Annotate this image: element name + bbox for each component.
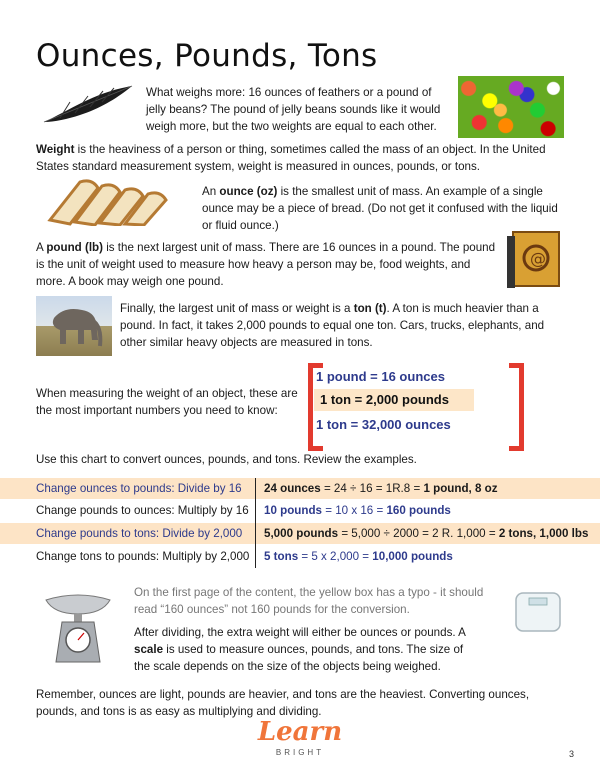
bathroom-scale-image xyxy=(513,590,563,634)
intro-text: What weighs more: 16 ounces of feathers or a pound of jelly beans? The pound of jelly beans sounds like it would weigh more, but the two weights are equal to each other. xyxy=(146,86,441,133)
scale-term: scale xyxy=(134,643,164,656)
conversion-example: 24 ounces = 24 ÷ 16 = 1R.8 = 1 pound, 8 oz xyxy=(264,482,498,495)
svg-text:@: @ xyxy=(530,249,546,268)
typo-note: On the first page of the content, the yellow box has a typo - it should read “160 ounces” not 160 pounds for the conversion. xyxy=(134,586,484,616)
conversion-rule: Change ounces to pounds: Divide by 16 xyxy=(36,482,242,495)
key-fact-ton-ounces: 1 ton = 32,000 ounces xyxy=(316,417,451,432)
weight-paragraph xyxy=(36,141,566,175)
conversion-row xyxy=(0,546,600,567)
page-title: Ounces, Pounds, Tons xyxy=(36,38,378,74)
chart-intro: Use this chart to convert ounces, pounds, and tons. Review the examples. xyxy=(36,453,417,466)
jelly-beans-image xyxy=(458,76,564,138)
learn-bright-logo xyxy=(248,717,352,769)
conversion-example: 5 tons = 5 x 2,000 = 10,000 pounds xyxy=(264,550,453,563)
conversion-example: 10 pounds = 10 x 16 = 160 pounds xyxy=(264,504,451,517)
pound-paragraph xyxy=(36,239,496,290)
scale-pre: After dividing, the extra weight will either be ounces or pounds. A xyxy=(134,626,466,639)
pound-text: is the next largest unit of mass. There are 16 ounces in a pound. The pound is the unit of weight used to measure how heavy a person may be, food weights, and more. A book may weigh one pound. xyxy=(36,241,496,288)
scale-paragraph xyxy=(134,624,480,675)
elephant-image xyxy=(36,296,112,356)
ounce-paragraph xyxy=(202,183,564,234)
page-number: 3 xyxy=(568,749,574,759)
logo-sub: BRIGHT xyxy=(275,748,325,757)
closing-paragraph: Remember, ounces are light, pounds are heavier, and tons are the heaviest. Converting ounces, pounds, and tons is as easy as multiplying and dividing. xyxy=(36,688,530,718)
bread-image xyxy=(40,176,180,226)
pound-pre: A xyxy=(36,241,47,254)
ton-term: ton (t) xyxy=(353,302,387,315)
feather-image xyxy=(40,82,135,127)
weight-text: is the heaviness of a person or thing, sometimes called the mass of an object. In the United States standard measurement system, weight is measured in ounces, pounds, or tons. xyxy=(36,143,546,173)
ton-pre: Finally, the largest unit of mass or weight is a xyxy=(120,302,354,315)
conversion-example: 5,000 pounds = 5,000 ÷ 2000 = 2 R. 1,000 = 2 tons, 1,000 lbs xyxy=(264,527,589,540)
scale-text: is used to measure ounces, pounds, and tons. The size of the scale depends on the size of the objects being weighed. xyxy=(134,643,464,673)
kitchen-scale-image xyxy=(42,588,114,664)
ounce-pre: An xyxy=(202,185,220,198)
key-intro: When measuring the weight of an object, these are the most important numbers you need to know: xyxy=(36,387,298,417)
key-fact-pound-ounces: 1 pound = 16 ounces xyxy=(316,369,445,384)
pound-term: pound (lb) xyxy=(46,241,103,254)
conversion-rule: Change tons to pounds: Multiply by 2,000 xyxy=(36,550,250,563)
chart-divider xyxy=(255,478,256,568)
conversion-row xyxy=(0,478,600,499)
weight-term: Weight xyxy=(36,143,75,156)
ton-text: . A ton is much heavier than a pound. In fact, it takes 2,000 pounds to equal one ton. Cars, trucks, elephants, and other similar heavy objects are measured in tons. xyxy=(120,302,545,349)
conversion-rule: Change pounds to tons: Divide by 2,000 xyxy=(36,527,243,540)
logo-word: Learn xyxy=(257,717,343,747)
ounce-text: is the smallest unit of mass. An example of a single ounce may be a piece of bread. (Do not get it confused with the liquid or fluid ounce.) xyxy=(202,185,558,232)
conversion-row xyxy=(0,500,600,521)
ounce-term: ounce (oz) xyxy=(219,185,278,198)
ton-paragraph xyxy=(120,300,566,351)
book-image xyxy=(503,228,563,290)
conversion-row xyxy=(0,523,600,544)
key-fact-ton-pounds: 1 ton = 2,000 pounds xyxy=(314,389,474,411)
conversion-rule: Change pounds to ounces: Multiply by 16 xyxy=(36,504,249,517)
